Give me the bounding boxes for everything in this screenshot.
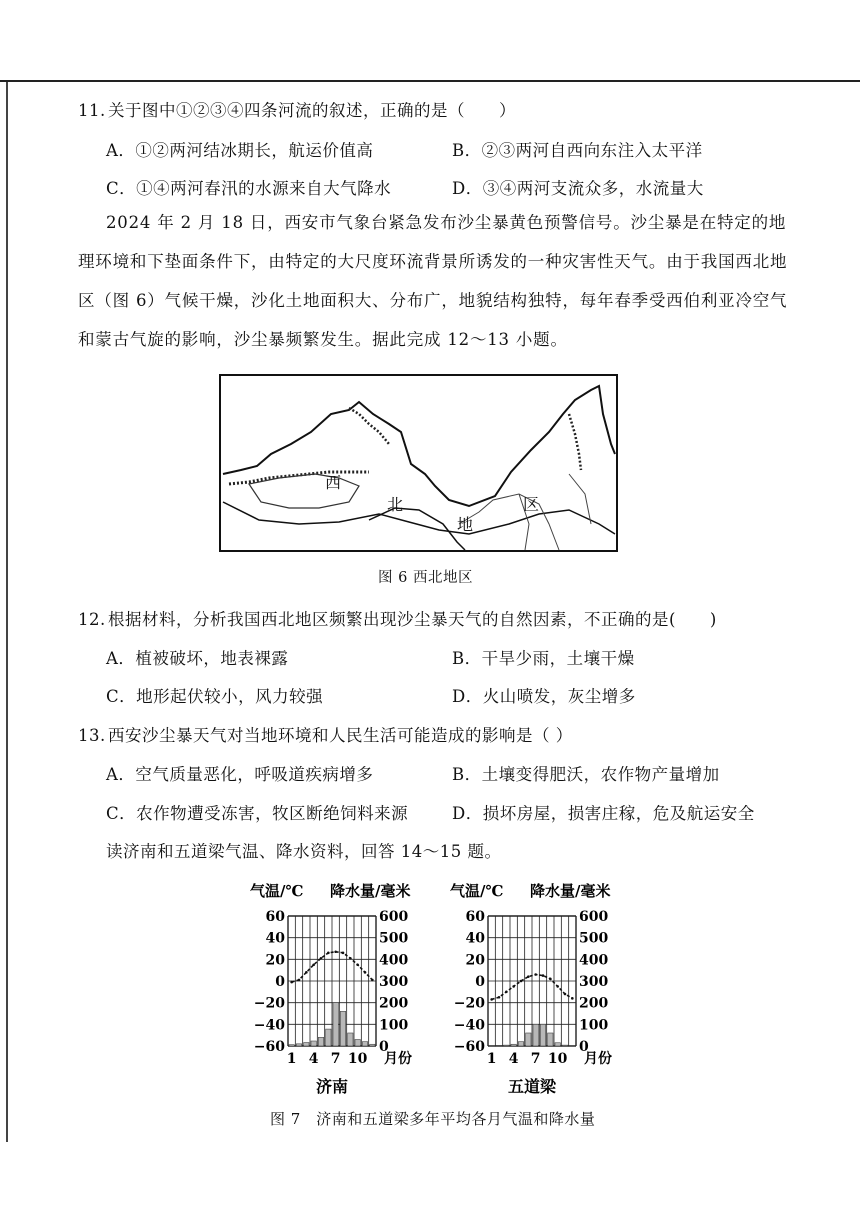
tick-label-month: 4 [508,1051,519,1067]
precipitation-bar [340,1011,345,1046]
q12-option-d: D．火山喷发，灰尘增多 [452,687,636,706]
precipitation-bar [496,1045,501,1046]
precipitation-bar [548,1033,553,1046]
temperature-point [556,985,559,988]
tick-label-right: 0 [379,1039,389,1055]
tick-label-left: −60 [253,1039,285,1055]
precipitation-bar [348,1033,353,1046]
tick-label-left: −60 [453,1039,485,1055]
climate-chart-wudaoliang [448,880,638,1100]
precipitation-bar [333,1003,338,1046]
temperature-point [520,980,523,983]
axis-title-temperature: 气温/℃ [450,882,504,900]
precipitation-bar [304,1043,309,1046]
northwest-map [219,374,619,554]
q13-option-c: C．农作物遭受冻害，牧区断绝饲料来源 [106,804,409,823]
tick-label-left: 60 [265,909,285,925]
temperature-point [498,996,501,999]
tick-label-right: 600 [579,909,609,925]
tick-label-right: 600 [379,909,409,925]
station-name: 济南 [315,1077,349,1096]
header-rule [0,80,860,82]
precipitation-bar [311,1041,316,1046]
temperature-point [512,985,515,988]
temperature-point [490,998,493,1001]
q14-lead: 读济南和五道梁气温、降水资料，回答 14～15 题。 [106,842,502,861]
tick-label-month: 7 [330,1051,341,1067]
temperature-point [298,979,301,982]
tick-label-month: 1 [486,1051,497,1067]
precipitation-bar [296,1044,301,1046]
temperature-point [542,974,545,977]
q12-stem: 根据材料，分析我国西北地区频繁出现沙尘暴天气的自然因素，不正确的是( ) [108,610,717,629]
q13-number: 13. [78,726,106,745]
temperature-point [571,997,574,1000]
temperature-point [534,973,537,976]
axis-title-precipitation: 降水量/毫米 [530,882,611,900]
precipitation-bar [362,1042,367,1046]
temperature-point [290,981,293,984]
temperature-point [564,993,567,996]
q13-stem-line [78,722,573,746]
tick-label-left: 40 [265,930,285,947]
precipitation-bar [355,1040,360,1047]
precipitation-bar [511,1044,516,1046]
axis-title-month: 月份 [584,1051,612,1067]
q12-option-a: A．植被破坏，地表裸露 [106,649,289,668]
tick-label-left: 0 [475,974,485,990]
q11-option-a: A．①②两河结冰期长，航运价值高 [106,141,374,160]
q12-number: 12. [78,610,106,629]
temperature-point [527,975,530,978]
tick-label-left: 60 [465,909,485,925]
tick-label-right: 0 [579,1039,589,1055]
q11-option-c: C．①④两河春汛的水源来自大气降水 [106,179,392,198]
temperature-point [356,963,359,966]
tick-label-right: 500 [579,930,609,947]
precipitation-bar [326,1029,331,1046]
temperature-point [342,952,345,955]
tick-label-left: 20 [465,952,485,969]
climate-chart-jinan [248,880,438,1100]
tick-label-right: 200 [379,995,409,1012]
tick-label-month: 10 [547,1051,568,1067]
figure6-caption: 图 6 西北地区 [378,570,473,586]
temperature-point [364,971,367,974]
precipitation-bar [555,1043,560,1046]
q13-stem: 西安沙尘暴天气对当地环境和人民生活可能造成的影响是（ ） [108,726,573,745]
tick-label-month: 1 [286,1051,297,1067]
temperature-point [549,978,552,981]
tick-label-right: 400 [379,952,409,969]
axis-title-temperature: 气温/℃ [250,882,304,900]
tick-label-left: 40 [465,930,485,947]
tick-label-right: 300 [379,974,409,990]
tick-label-left: −40 [453,1017,485,1034]
temperature-point [327,952,330,955]
station-name: 五道梁 [507,1077,557,1096]
precipitation-bar [526,1033,531,1046]
precipitation-bar [562,1045,567,1046]
temperature-point [505,991,508,994]
tick-label-right: 400 [579,952,609,969]
q11-option-d: D．③④两河支流众多，水流量大 [452,179,704,198]
tick-label-left: −20 [253,995,285,1012]
precipitation-bar [289,1045,294,1046]
q13-option-a: A．空气质量恶化，呼吸道疾病增多 [106,765,374,784]
tick-label-right: 100 [579,1017,609,1034]
q11-stem: 关于图中①②③④四条河流的叙述，正确的是（ ） [108,101,516,120]
map-label-bei: 北 [387,495,404,514]
precipitation-bar [533,1024,538,1046]
tick-label-left: 20 [265,952,285,969]
q13-option-d: D．损坏房屋，损害庄稼，危及航运安全 [452,804,755,823]
tick-label-right: 200 [579,995,609,1012]
map-label-xi: 西 [325,473,342,492]
q11-option-b: B．②③两河自西向东注入太平洋 [452,141,703,160]
q11-number: 11. [78,101,106,120]
tick-label-left: −40 [253,1017,285,1034]
tick-label-left: −20 [453,995,485,1012]
tick-label-month: 10 [347,1051,368,1067]
precipitation-bar [518,1042,523,1046]
figure7-caption: 图 7 济南和五道梁多年平均各月气温和降水量 [270,1110,596,1128]
axis-title-month: 月份 [384,1051,412,1067]
precipitation-bar [318,1037,323,1046]
tick-label-month: 4 [308,1051,319,1067]
tick-label-right: 100 [379,1017,409,1034]
q12-stem-line [78,606,717,630]
intro-paragraph: 2024 年 2 月 18 日，西安市气象台紧急发布沙尘暴黄色预警信号。沙尘暴是在特定的地理环境和下垫面条件下，由特定的大尺度环流背景所诱发的一种灾害性天气。由于我国西北地区（图 6）气候干燥，沙化土地面积大、分布广，地貌结构独特，每年春季受西伯利亚冷空气和蒙古气旋的影响，沙尘暴频繁发生。据此完成 12～13 小题。 [78,213,788,349]
tick-label-right: 500 [379,930,409,947]
temperature-point [371,979,374,982]
temperature-point [349,957,352,960]
precipitation-bar [370,1044,375,1046]
q13-option-b: B．土壤变得肥沃，农作物产量增加 [452,765,720,784]
axis-title-precipitation: 降水量/毫米 [330,882,411,900]
tick-label-month: 7 [530,1051,541,1067]
margin-rule [6,82,8,1142]
temperature-point [320,957,323,960]
precipitation-bar [540,1024,545,1046]
map-label-qu: 区 [523,495,540,514]
precipitation-bar [504,1045,509,1046]
temperature-point [305,971,308,974]
q12-option-b: B．干旱少雨，土壤干燥 [452,649,635,668]
tick-label-right: 300 [579,974,609,990]
q12-option-c: C．地形起伏较小，风力较强 [106,687,324,706]
temperature-point [334,950,337,953]
map-label-di: 地 [457,515,474,534]
q11-stem-line [78,97,516,121]
tick-label-left: 0 [275,974,285,990]
temperature-point [312,963,315,966]
